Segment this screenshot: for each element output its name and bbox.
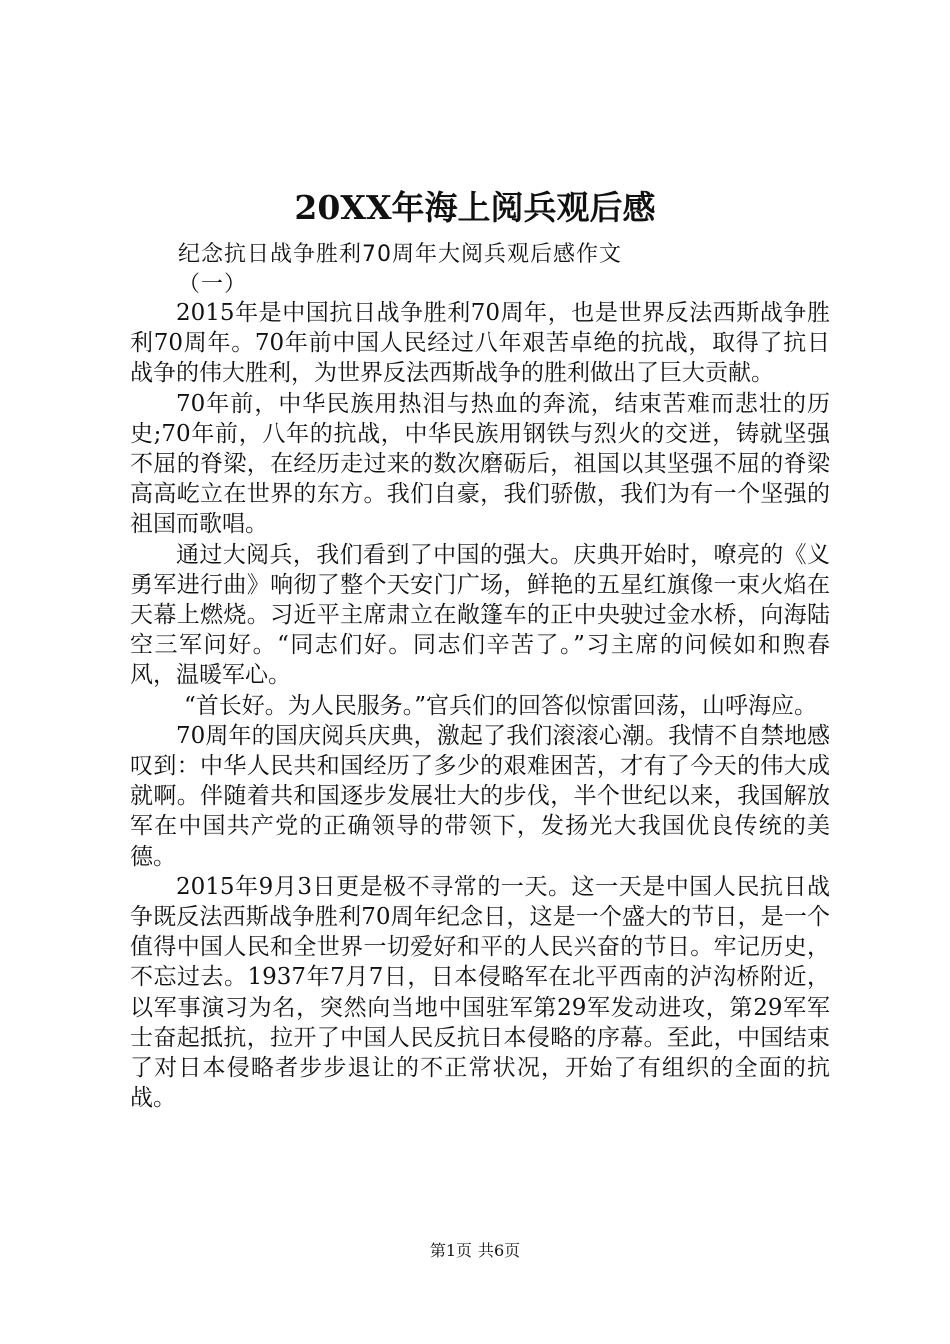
paragraph: 70周年的国庆阅兵庆典，激起了我们滚滚心潮。我情不自禁地感叹到：中华人民共和国经历了多少的艰难困苦，才有了今天的伟大成就啊。伴随着共和国逐步发展壮大的步伐，半个世纪以来，我国解放军在中国共产党的正确领导的带领下，发扬光大我国优良传统的美德。 [130, 722, 830, 870]
document-title: 20XX年海上阅兵观后感 [294, 188, 656, 227]
paragraph: 2015年9月3日更是极不寻常的一天。这一天是中国人民抗日战争既反法西斯战争胜利70周年纪念日，这是一个盛大的节日，是一个值得中国人民和全世界一切爱好和平的人民兴奋的节日。牢记历史，不忘过去。1937年7月7日，日本侵略军在北平西南的泸沟桥附近，以军事演习为名，突然向当地中国驻军第29军发动进攻，第29军军士奋起抵抗，拉开了中国人民反抗日本侵略的序幕。至此，中国结束了对日本侵略者步步退让的不正常状况，开始了有组织的全面的抗战。 [130, 873, 830, 1112]
paragraph: 通过大阅兵，我们看到了中国的强大。庆典开始时，嘹亮的《义勇军进行曲》响彻了整个天安门广场，鲜艳的五星红旗像一束火焰在天幕上燃烧。习近平主席肃立在敞篷车的正中央驶过金水桥，向海陆空三军问好。“同志们好。同志们辛苦了。”习主席的问候如和煦春风，温暖军心。 [130, 541, 830, 689]
section-number: （一） [178, 272, 248, 297]
document-body [130, 298, 830, 1113]
page-number: 第1页 [429, 1241, 472, 1260]
document-subtitle: 纪念抗日战争胜利70周年大阅兵观后感作文 [178, 242, 622, 267]
page-total: 共6页 [478, 1241, 521, 1260]
paragraph: 2015年是中国抗日战争胜利70周年，也是世界反法西斯战争胜利70周年。70年前中国人民经过八年艰苦卓绝的抗战，取得了抗日战争的伟大胜利，为世界反法西斯战争的胜利做出了巨大贡献。 [130, 300, 830, 387]
paragraph: “首长好。为人民服务。”官兵们的回答似惊雷回荡，山呼海应。 [184, 692, 818, 719]
page-footer [0, 1240, 950, 1262]
paragraph: 70年前，中华民族用热泪与热血的奔流，结束苦难而悲壮的历史;70年前，八年的抗战，中华民族用钢铁与烈火的交迸，铸就坚强不屈的脊梁，在经历走过来的数次磨砺后，祖国以其坚强不屈的脊梁高高屹立在世界的东方。我们自豪，我们骄傲，我们为有一个坚强的祖国而歌唱。 [130, 390, 830, 538]
